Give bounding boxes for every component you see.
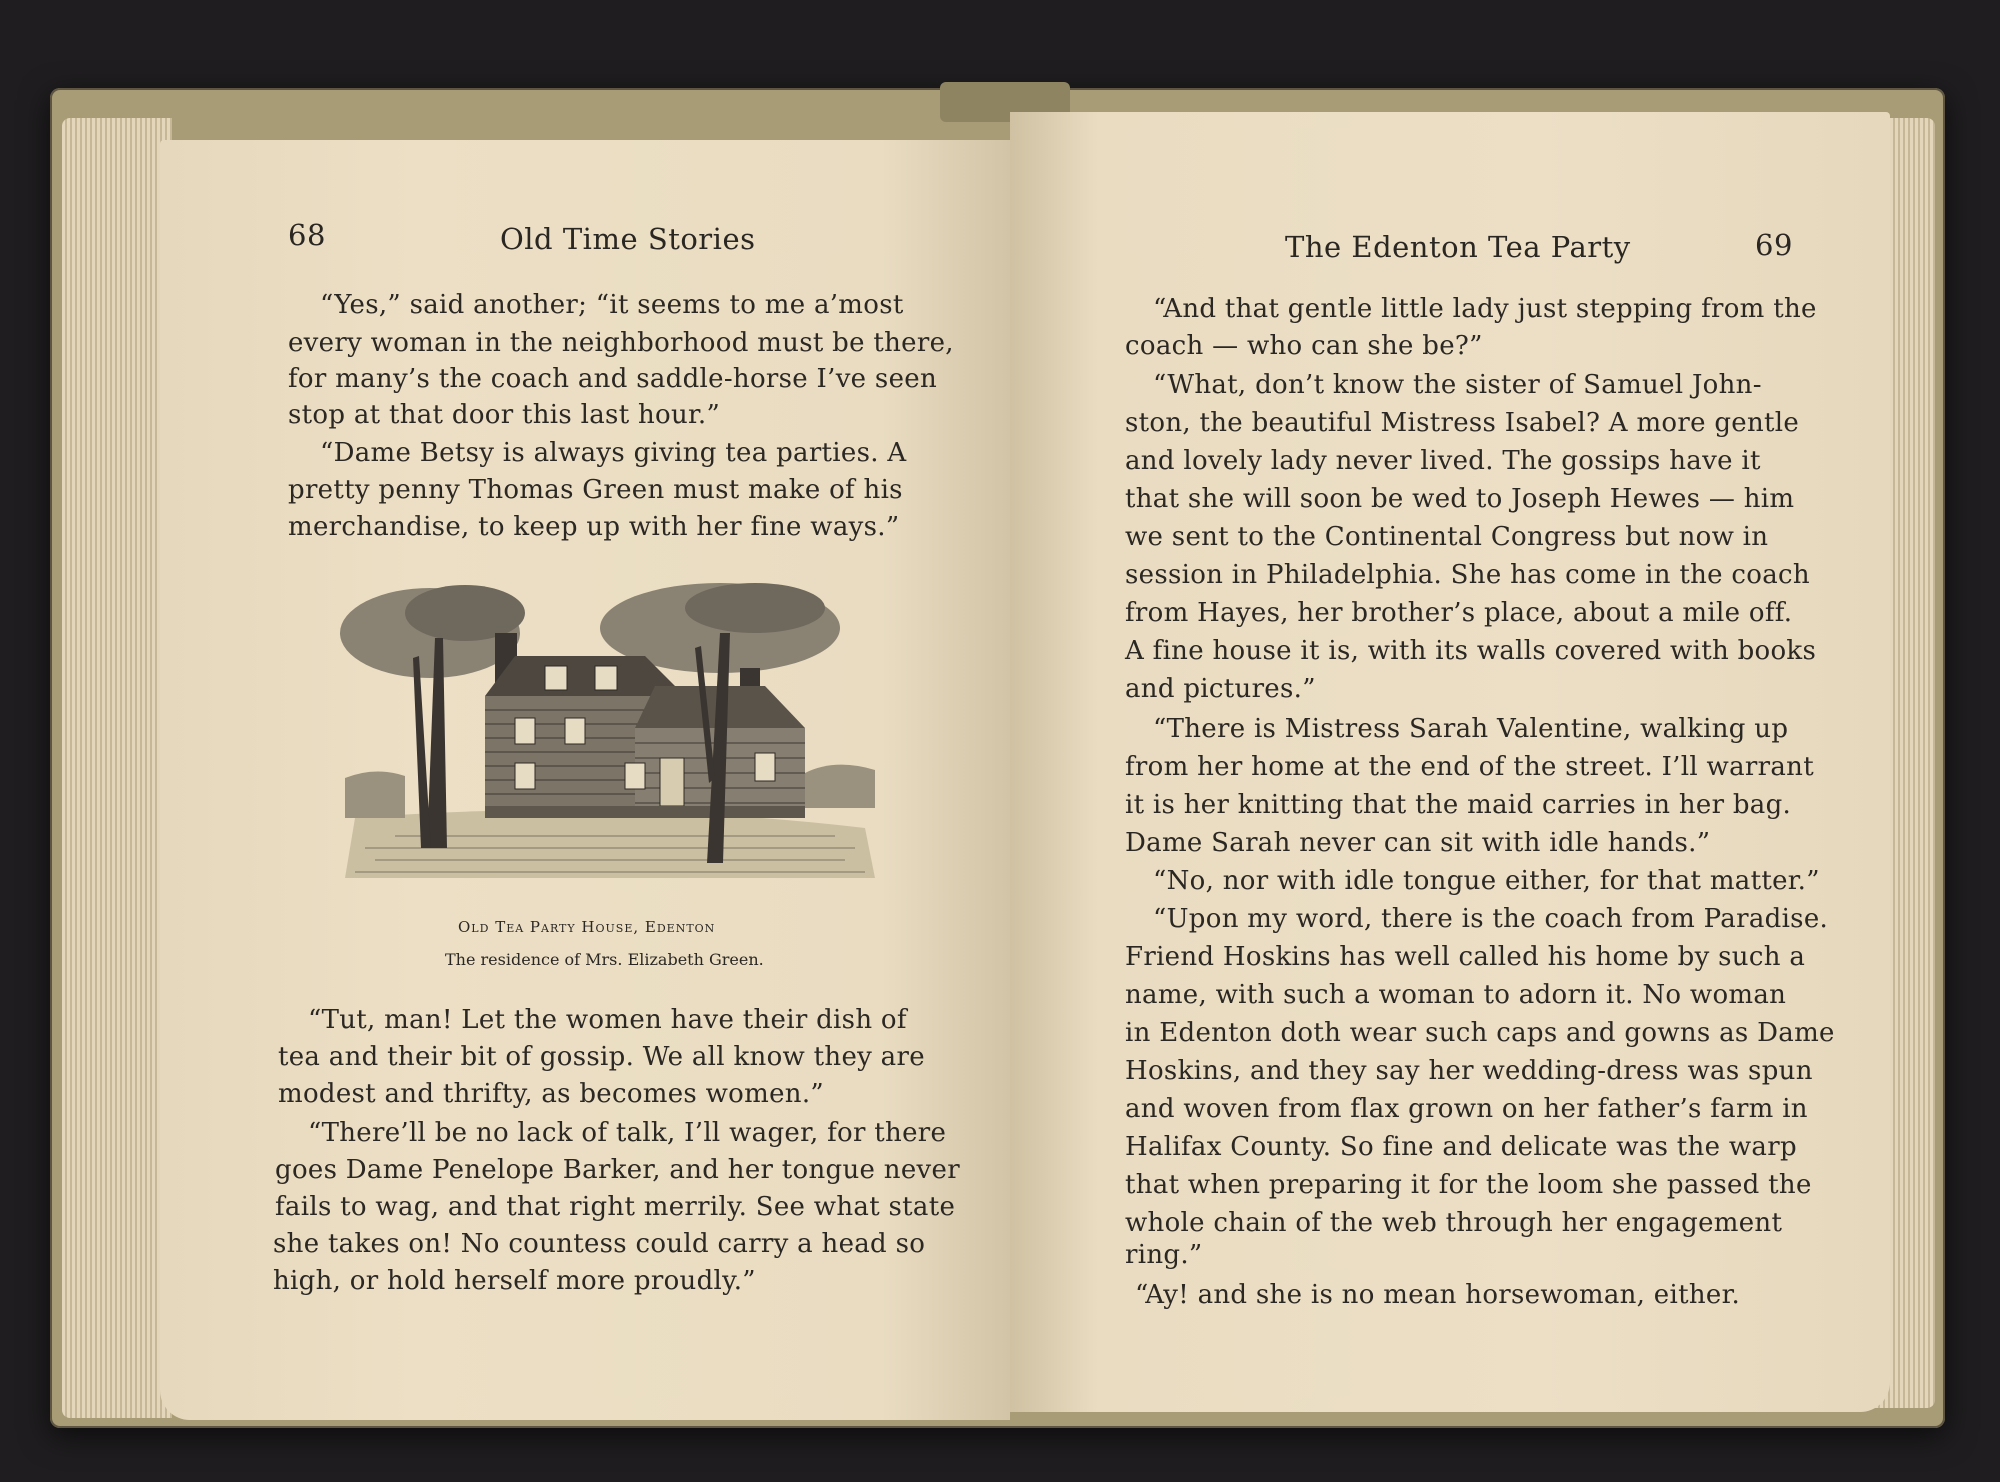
text-line: in Edenton doth wear such caps and gowns as Dame — [1125, 1018, 1835, 1048]
illustration-caption-title: Old Tea Party House, Edenton — [458, 918, 716, 936]
text-line: we sent to the Continental Congress but now in — [1125, 522, 1769, 552]
illustration-caption-subtitle: The residence of Mrs. Elizabeth Green. — [445, 950, 764, 969]
tea-party-house-illustration — [335, 578, 880, 890]
text-line: Halifax County. So fine and delicate was the warp — [1125, 1132, 1797, 1162]
right-page-number: 69 — [1755, 228, 1793, 262]
text-line: stop at that door this last hour.” — [288, 400, 721, 430]
text-line: “And that gentle little lady just stepping from the — [1153, 294, 1817, 324]
text-line: “No, nor with idle tongue either, for that matter.” — [1153, 866, 1820, 896]
text-line: “Upon my word, there is the coach from Paradise. — [1153, 904, 1829, 934]
text-line: tea and their bit of gossip. We all know they are — [278, 1042, 925, 1072]
text-line: coach — who can she be?” — [1125, 331, 1483, 361]
text-line: merchandise, to keep up with her fine ways.” — [288, 512, 900, 542]
text-line: whole chain of the web through her engagement — [1125, 1208, 1783, 1238]
right-running-head: The Edenton Tea Party — [1285, 230, 1631, 264]
text-line: session in Philadelphia. She has come in the coach — [1125, 560, 1810, 590]
text-line: “Yes,” said another; “it seems to me a’most — [320, 290, 904, 320]
text-line: from her home at the end of the street. I’ll warrant — [1125, 752, 1814, 782]
text-line: high, or hold herself more proudly.” — [273, 1266, 756, 1296]
text-line: Hoskins, and they say her wedding-dress was spun — [1125, 1056, 1813, 1086]
text-line: for many’s the coach and saddle-horse I’ve seen — [288, 364, 937, 394]
left-page-edges — [62, 118, 172, 1418]
text-line: Friend Hoskins has well called his home by such a — [1125, 942, 1806, 972]
text-line: “Ay! and she is no mean horsewoman, either. — [1135, 1280, 1741, 1310]
text-line: goes Dame Penelope Barker, and her tongue never — [275, 1155, 960, 1185]
text-line: ring.” — [1125, 1240, 1203, 1270]
text-line: “Tut, man! Let the women have their dish of — [308, 1005, 907, 1035]
text-line: Dame Sarah never can sit with idle hands.” — [1125, 828, 1711, 858]
text-line: “What, don’t know the sister of Samuel John- — [1153, 370, 1762, 400]
text-line: “There’ll be no lack of talk, I’ll wager, for there — [308, 1118, 947, 1148]
text-line: from Hayes, her brother’s place, about a mile off. — [1125, 598, 1793, 628]
text-line: every woman in the neighborhood must be there, — [288, 328, 954, 358]
text-line: modest and thrifty, as becomes women.” — [278, 1079, 824, 1109]
text-line: name, with such a woman to adorn it. No woman — [1125, 980, 1787, 1010]
left-running-head: Old Time Stories — [500, 222, 756, 256]
text-line: and lovely lady never lived. The gossips have it — [1125, 446, 1761, 476]
text-line: pretty penny Thomas Green must make of his — [288, 475, 903, 505]
text-line: A fine house it is, with its walls covered with books — [1125, 636, 1817, 666]
text-line: “Dame Betsy is always giving tea parties. A — [320, 438, 907, 468]
text-line: ston, the beautiful Mistress Isabel? A more gentle — [1125, 408, 1800, 438]
text-line: it is her knitting that the maid carries in her bag. — [1125, 790, 1792, 820]
text-line: and pictures.” — [1125, 674, 1316, 704]
text-line: she takes on! No countess could carry a head so — [273, 1229, 926, 1259]
text-line: that when preparing it for the loom she passed the — [1125, 1170, 1812, 1200]
text-line: fails to wag, and that right merrily. See what state — [275, 1192, 956, 1222]
left-page-number: 68 — [288, 218, 326, 252]
text-line: that she will soon be wed to Joseph Hewes — him — [1125, 484, 1795, 514]
text-line: and woven from flax grown on her father’s farm in — [1125, 1094, 1808, 1124]
text-line: “There is Mistress Sarah Valentine, walking up — [1153, 714, 1789, 744]
